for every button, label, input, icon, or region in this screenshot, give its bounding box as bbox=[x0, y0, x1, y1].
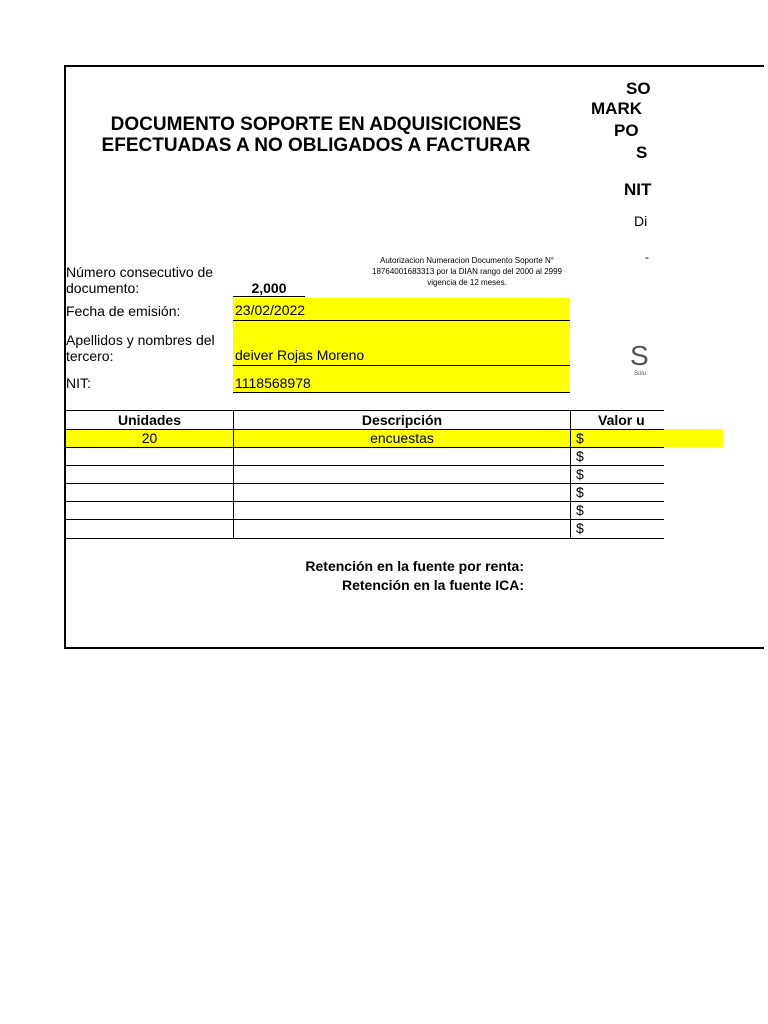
table-column-divider bbox=[570, 410, 571, 538]
row-1-description[interactable]: encuestas bbox=[370, 430, 434, 446]
retention-ica-label: Retención en la fuente ICA: bbox=[341, 577, 524, 593]
company-name-line-1: SO bbox=[626, 79, 651, 98]
company-logo: S bbox=[630, 340, 649, 371]
row-5-currency: $ bbox=[576, 502, 584, 518]
name-label: Apellidos y nombres del tercero: bbox=[66, 332, 215, 364]
retention-renta-label: Retención en la fuente por renta: bbox=[305, 558, 524, 574]
header-unit-value: Valor u bbox=[598, 412, 645, 428]
row-1-units[interactable]: 20 bbox=[141, 430, 158, 446]
nit-field[interactable]: 1118568978 bbox=[233, 366, 570, 393]
company-nit: NIT bbox=[624, 180, 652, 199]
table-bottom-border bbox=[64, 538, 664, 539]
date-label: Fecha de emisión: bbox=[66, 303, 181, 319]
header-description: Descripción bbox=[361, 412, 443, 428]
name-field[interactable]: deiver Rojas Moreno bbox=[233, 321, 570, 366]
company-name-line-2: MARK bbox=[591, 99, 642, 118]
document-title-line-1: DOCUMENTO SOPORTE EN ADQUISICIONES bbox=[110, 114, 522, 135]
company-phone-dash: - bbox=[645, 250, 649, 264]
company-address: Di bbox=[634, 213, 648, 229]
document-title-line-2: EFECTUADAS A NO OBLIGADOS A FACTURAR bbox=[101, 135, 531, 156]
authorization-note: Autorizacion Numeracion Documento Soporte N° 18764001683313 por la DIAN rango del 2000 al 2999 vigencia de 12 meses. bbox=[372, 256, 562, 287]
company-logo-subtitle: Solu bbox=[634, 371, 647, 377]
table-line bbox=[64, 501, 664, 502]
consecutive-value: 2,000 bbox=[233, 280, 305, 297]
header-units: Unidades bbox=[117, 412, 181, 428]
nit-label: NIT: bbox=[66, 375, 91, 391]
company-name-line-4: S bbox=[636, 143, 648, 162]
row-6-currency: $ bbox=[576, 520, 584, 536]
row-4-currency: $ bbox=[576, 484, 584, 500]
date-field[interactable]: 23/02/2022 bbox=[233, 298, 570, 321]
table-line bbox=[64, 483, 664, 484]
row-2-currency: $ bbox=[576, 448, 584, 464]
consecutive-label: Número consecutivo de documento: bbox=[66, 264, 214, 296]
table-line bbox=[64, 465, 664, 466]
table-line bbox=[64, 519, 664, 520]
row-1-currency: $ bbox=[576, 430, 584, 446]
row-3-currency: $ bbox=[576, 466, 584, 482]
company-name-line-3: PO bbox=[614, 121, 639, 140]
table-line bbox=[64, 447, 664, 448]
